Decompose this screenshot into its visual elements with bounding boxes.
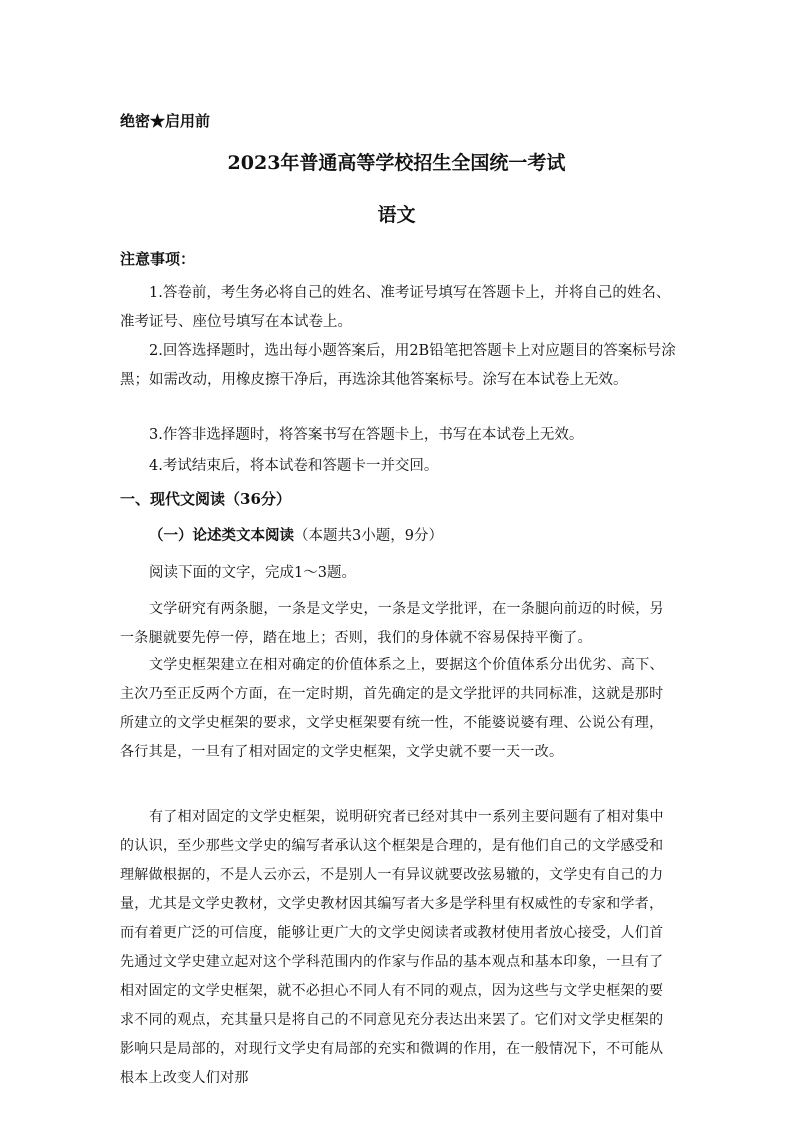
reading-instruction: 阅读下面的文字，完成1～3题。: [149, 565, 356, 581]
confidential-mark: 绝密★启用前: [120, 112, 211, 130]
notice-heading: 注意事项：: [120, 250, 196, 268]
subsection-title: （一）论述类文本阅读: [149, 527, 294, 544]
subject-title: 语文: [377, 204, 416, 226]
subsection-score: （本题共3小题，9分）: [294, 528, 443, 544]
passage-paragraph-1: 文学研究有两条腿，一条是文学史，一条是文学批评，在一条腿向前迈的时候，另一条腿就要先停一停，踏在地上；否则，我们的身体就不容易保持平衡了。: [120, 601, 664, 646]
section-heading: 一、现代文阅读（36分）: [120, 490, 291, 508]
notice-item-1: 1.答卷前，考生务必将自己的姓名、准考证号填写在答题卡上，并将自己的姓名、准考证号、座位号填写在本试卷上。: [120, 285, 671, 330]
notice-item-4: 4.考试结束后，将本试卷和答题卡一并交回。: [149, 458, 439, 474]
notice-item-3: 3.作答非选择题时，将答案书写在答题卡上，书写在本试卷上无效。: [149, 427, 584, 443]
subsection-heading: [149, 524, 443, 545]
notice-item-2: 2.回答选择题时，选出每小题答案后，用2B铅笔把答题卡上对应题目的答案标号涂黑；如需改动，用橡皮擦干净后，再选涂其他答案标号。涂写在本试卷上无效。: [120, 343, 676, 388]
passage-paragraph-3: 有了相对固定的文学史框架，说明研究者已经对其中一系列主要问题有了相对集中的认识，至少那些文学史的编写者承认这个框架是合理的，是有他们自己的文学感受和理解做根据的，不是人云亦云，不是别人一有异议就要改弦易辙的，文学史有自己的力量，尤其是文学史教材，文学史教材因其编写者大多是学科里有权威性的专家和学者，而有着更广泛的可信度，能够让更广大的文学史阅读者或教材使用者放心接受，人们首先通过文学史建立起对这个学科范围内的作家与作品的基本观点和基本印象，一旦有了相对固定的文学史框架，就不必担心不同人有不同的观点，因为这些与文学史框架的要求不同的观点，充其量只是将自己的不同意见充分表达出来罢了。它们对文学史框架的影响只是局部的，对现行文学史有局部的充实和微调的作用，在一般情况下，不可能从根本上改变人们对那: [120, 809, 664, 1086]
exam-title: 2023年普通高等学校招生全国统一考试: [227, 152, 566, 174]
passage-paragraph-2: 文学史框架建立在相对确定的价值体系之上，要据这个价值体系分出优劣、高下、主次乃至正反两个方面，在一定时期，首先确定的是文学批评的共同标准，这就是那时所建立的文学史框架的要求，文学史框架要有统一性，不能婆说婆有理、公说公有理，各行其是，一旦有了相对固定的文学史框架，文学史就不要一天一改。: [120, 657, 664, 760]
